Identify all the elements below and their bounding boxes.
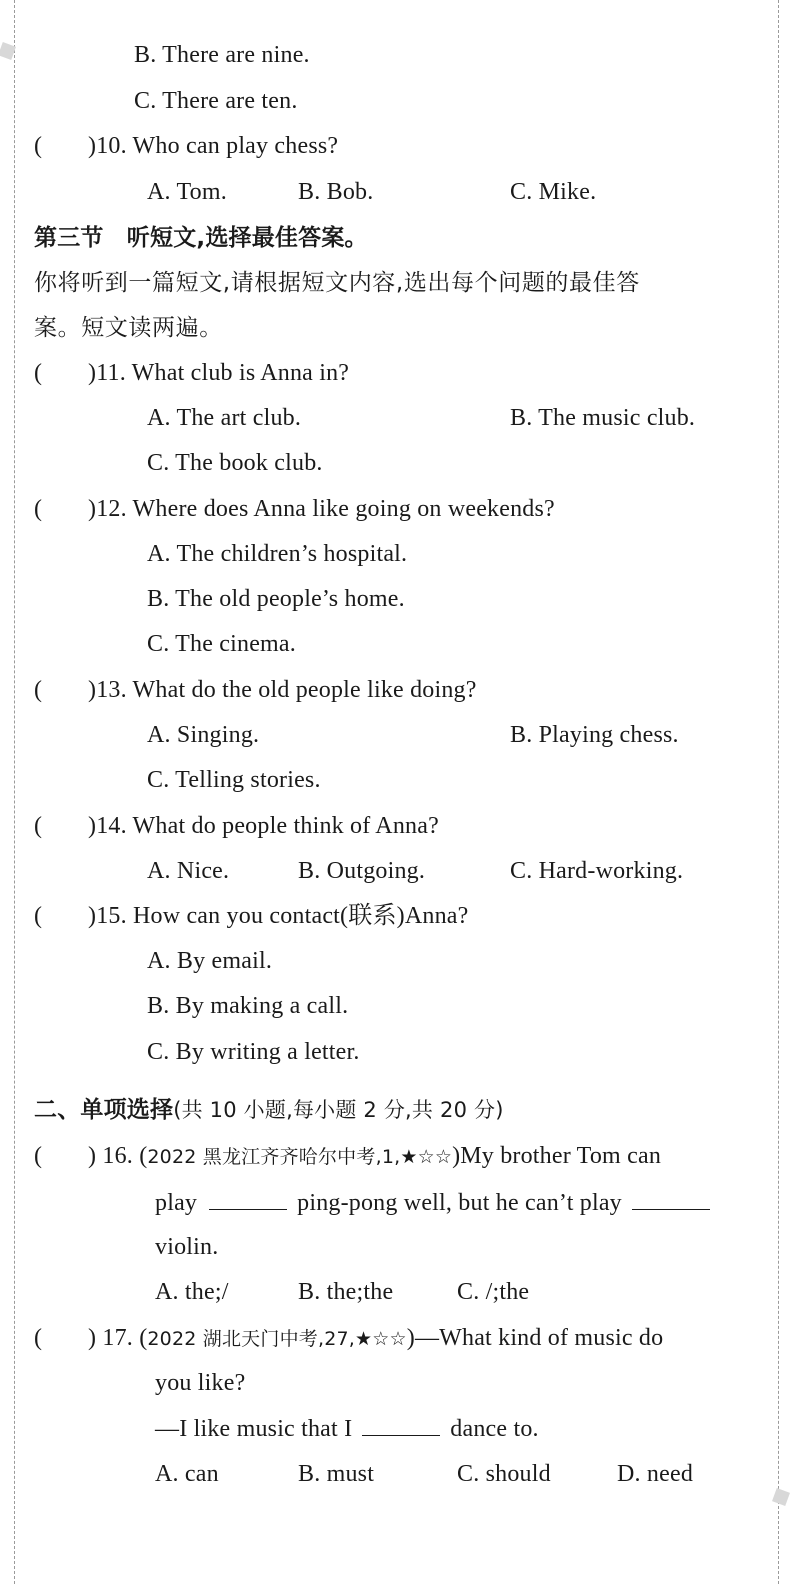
q17-option-a: A. can xyxy=(155,1461,219,1487)
q17-reply-a: —I like music that I xyxy=(155,1416,353,1442)
part2-heading xyxy=(34,1095,504,1125)
q12-stem: )12. Where does Anna like going on weekends? xyxy=(88,496,555,522)
q16-option-a: A. the;/ xyxy=(155,1279,229,1305)
q11-option-c: C. The book club. xyxy=(147,450,323,476)
q16-option-b: B. the;the xyxy=(298,1279,394,1305)
q11-stem: )11. What club is Anna in? xyxy=(88,360,350,386)
part2-note: (共 10 小题,每小题 2 分,共 20 分) xyxy=(173,1098,504,1122)
answer-paren[interactable]: ( xyxy=(34,1143,43,1169)
q17-number: ) 17. ( xyxy=(88,1325,148,1351)
q16-stem-line1 xyxy=(88,1141,661,1172)
q12-option-a: A. The children’s hospital. xyxy=(147,541,408,567)
section3-instruction-2: 案。短文读两遍。 xyxy=(34,315,223,341)
q17-option-b: B. must xyxy=(298,1461,375,1487)
answer-paren[interactable]: ( xyxy=(34,133,43,159)
q14-option-c: C. Hard-working. xyxy=(510,858,684,884)
left-cut-line xyxy=(14,0,15,1584)
q13-option-a: A. Singing. xyxy=(147,722,260,748)
q17-stem-line1 xyxy=(88,1323,663,1354)
q16-stem-line2 xyxy=(155,1187,714,1218)
q12-option-c: C. The cinema. xyxy=(147,631,296,657)
q14-stem: )14. What do people think of Anna? xyxy=(88,813,439,839)
q15-option-a: A. By email. xyxy=(147,948,273,974)
answer-paren[interactable]: ( xyxy=(34,903,43,929)
answer-paren[interactable]: ( xyxy=(34,813,43,839)
q12-option-b: B. The old people’s home. xyxy=(147,586,405,612)
q13-stem: )13. What do the old people like doing? xyxy=(88,677,477,703)
q16-option-c: C. /;the xyxy=(457,1279,530,1305)
q17-stem-line2: you like? xyxy=(155,1370,246,1396)
q17-source: 2022 湖北天门中考,27,★☆☆ xyxy=(147,1328,407,1350)
q17-option-d: D. need xyxy=(617,1461,694,1487)
q14-option-b: B. Outgoing. xyxy=(298,858,426,884)
q11-option-b: B. The music club. xyxy=(510,405,696,431)
q17-reply-b: dance to. xyxy=(450,1416,539,1442)
answer-blank[interactable] xyxy=(632,1187,710,1210)
answer-paren[interactable]: ( xyxy=(34,496,43,522)
q9-option-b: B. There are nine. xyxy=(134,42,310,68)
q13-option-b: B. Playing chess. xyxy=(510,722,679,748)
answer-paren[interactable]: ( xyxy=(34,360,43,386)
answer-paren[interactable]: ( xyxy=(34,1325,43,1351)
section3-title: 第三节 听短文,选择最佳答案。 xyxy=(34,225,368,251)
right-cut-line xyxy=(778,0,779,1584)
q15-option-b: B. By making a call. xyxy=(147,993,349,1019)
page-corner-mark xyxy=(772,1488,790,1506)
q15-option-c: C. By writing a letter. xyxy=(147,1039,360,1065)
q13-option-c: C. Telling stories. xyxy=(147,767,321,793)
section3-instruction-1: 你将听到一篇短文,请根据短文内容,选出每个问题的最佳答 xyxy=(34,270,640,296)
answer-paren[interactable]: ( xyxy=(34,677,43,703)
q11-option-a: A. The art club. xyxy=(147,405,302,431)
q10-option-c: C. Mike. xyxy=(510,179,597,205)
q16-mid: ping-pong well, but he can’t play xyxy=(297,1190,622,1216)
q10-option-b: B. Bob. xyxy=(298,179,374,205)
part2-title: 二、单项选择 xyxy=(34,1097,174,1123)
q16-number: ) 16. ( xyxy=(88,1143,148,1169)
q16-play: play xyxy=(155,1190,198,1216)
answer-blank[interactable] xyxy=(209,1187,287,1210)
q15-stem: )15. How can you contact(联系)Anna? xyxy=(88,903,469,929)
q9-option-c: C. There are ten. xyxy=(134,88,298,114)
q17-text: )—What kind of music do xyxy=(406,1325,664,1351)
q16-source: 2022 黑龙江齐齐哈尔中考,1,★☆☆ xyxy=(147,1146,453,1168)
q14-option-a: A. Nice. xyxy=(147,858,230,884)
q16-text: )My brother Tom can xyxy=(452,1143,662,1169)
q16-stem-line3: violin. xyxy=(155,1234,219,1260)
q17-reply-line xyxy=(155,1413,539,1444)
answer-blank[interactable] xyxy=(362,1413,440,1436)
q10-option-a: A. Tom. xyxy=(147,179,227,205)
q10-stem: )10. Who can play chess? xyxy=(88,133,339,159)
q17-option-c: C. should xyxy=(457,1461,551,1487)
